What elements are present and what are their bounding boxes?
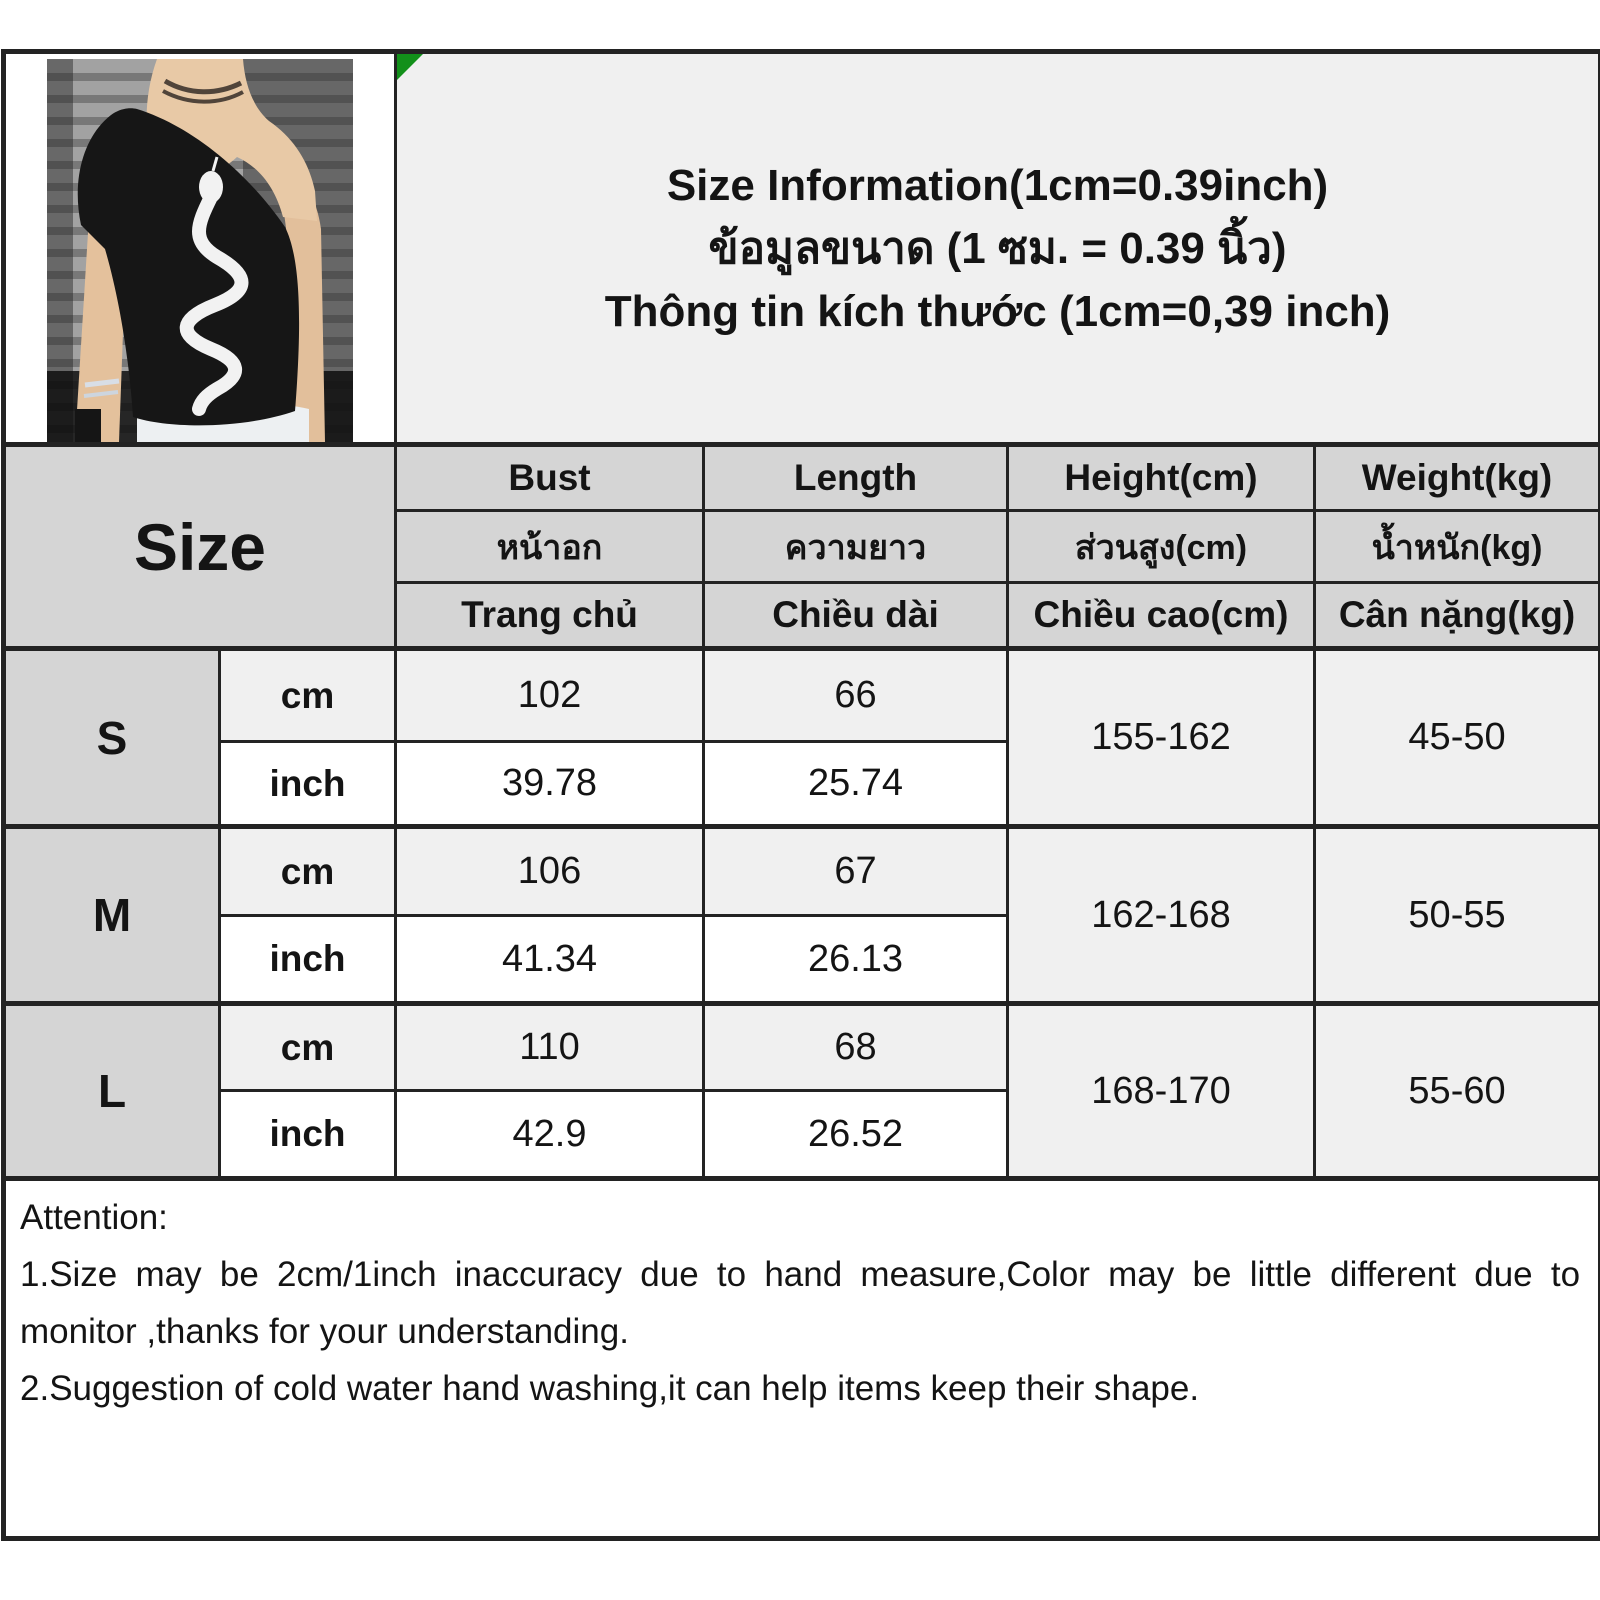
cell-s-cm-bust: 102 [396,649,704,742]
header-length-th: ความยาว [704,511,1008,583]
header-weight-en: Weight(kg) [1315,445,1600,511]
header-bust-en: Bust [396,445,704,511]
cell-l-inch-bust: 42.9 [396,1091,704,1179]
cell-m-cm-length: 67 [704,827,1008,916]
attention-heading: Attention: [20,1198,168,1237]
cell-l-height: 168-170 [1008,1004,1315,1179]
cell-m-height: 162-168 [1008,827,1315,1004]
header-height-vi: Chiều cao(cm) [1008,583,1315,649]
unit-inch: inch [220,916,396,1004]
attention-section [4,1179,1600,1539]
cell-l-cm-bust: 110 [396,1004,704,1091]
size-information-table [1,49,1600,1541]
cell-m-inch-length: 26.13 [704,916,1008,1004]
cell-s-inch-length: 25.74 [704,742,1008,827]
product-photo [47,59,353,442]
product-photo-cell [4,52,396,445]
unit-inch: inch [220,742,396,827]
header-length-en: Length [704,445,1008,511]
header-bust-th: หน้าอก [396,511,704,583]
header-height-en: Height(cm) [1008,445,1315,511]
cell-l-weight: 55-60 [1315,1004,1600,1179]
title-thai: ข้อมูลขนาด (1 ซม. = 0.39 นิ้ว) [708,223,1287,273]
attention-note-1: 1.Size may be 2cm/1inch inaccuracy due to hand measure,Color may be little different due to monitor ,thanks for your understanding. [20,1255,1581,1351]
title-cell [396,52,1600,445]
cell-m-weight: 50-55 [1315,827,1600,1004]
unit-cm: cm [220,649,396,742]
unit-cm: cm [220,827,396,916]
header-weight-th: น้ำหนัก(kg) [1315,511,1600,583]
header-length-vi: Chiều dài [704,583,1008,649]
cell-s-cm-length: 66 [704,649,1008,742]
title-vietnamese: Thông tin kích thước (1cm=0,39 inch) [604,286,1391,336]
size-column-header: Size [4,445,396,649]
cell-s-inch-bust: 39.78 [396,742,704,827]
cell-m-inch-bust: 41.34 [396,916,704,1004]
unit-inch: inch [220,1091,396,1179]
cell-s-weight: 45-50 [1315,649,1600,827]
cell-s-height: 155-162 [1008,649,1315,827]
size-m-label: M [4,827,220,1004]
size-l-label: L [4,1004,220,1179]
cell-l-inch-length: 26.52 [704,1091,1008,1179]
green-corner-marker-icon [397,54,423,80]
header-height-th: ส่วนสูง(cm) [1008,511,1315,583]
cell-m-cm-bust: 106 [396,827,704,916]
size-s-label: S [4,649,220,827]
cell-l-cm-length: 68 [704,1004,1008,1091]
title-english: Size Information(1cm=0.39inch) [666,160,1329,210]
attention-note-2: 2.Suggestion of cold water hand washing,it can help items keep their shape. [20,1369,1200,1408]
header-bust-vi: Trang chủ [396,583,704,649]
header-weight-vi: Cân nặng(kg) [1315,583,1600,649]
unit-cm: cm [220,1004,396,1091]
